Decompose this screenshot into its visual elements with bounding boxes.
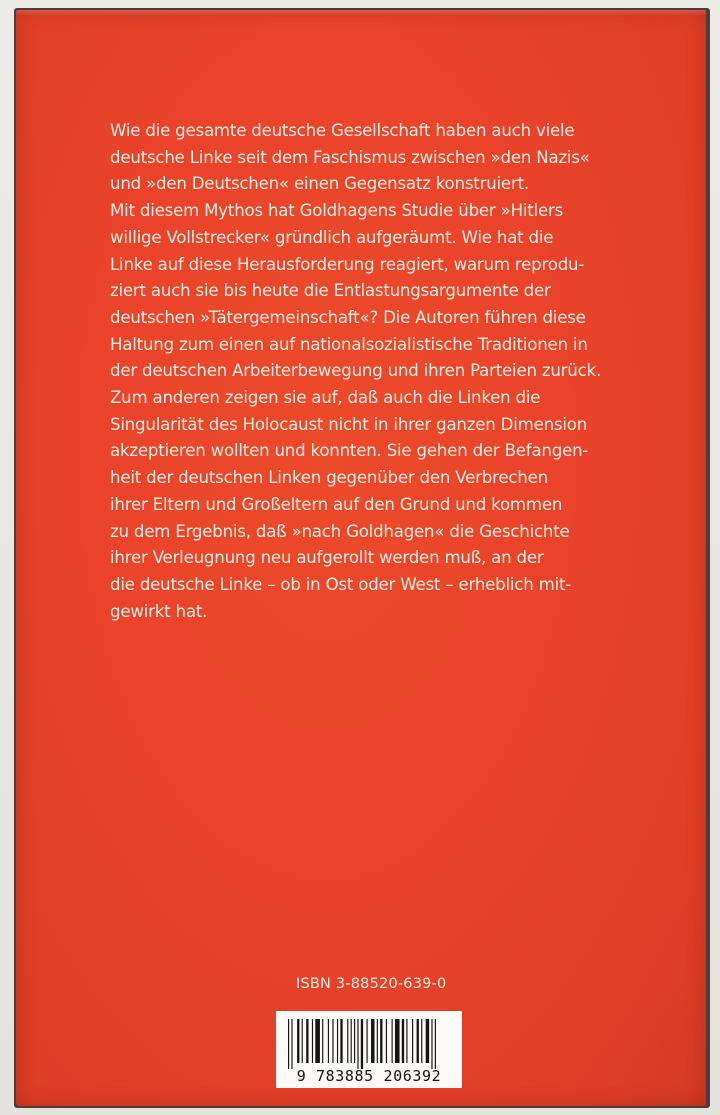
barcode-digits: 9 783885 206392 [296, 1067, 442, 1085]
barcode-bar [315, 1019, 320, 1063]
blurb-line: die deutsche Linke – ob in Ost oder West – erheblich mit- [110, 574, 572, 594]
blurb-line: und »den Deutschen« einen Gegensatz konstruiert. [110, 174, 529, 194]
barcode-bar [386, 1019, 387, 1063]
barcode-bar [291, 1019, 292, 1069]
barcode-bar [417, 1019, 419, 1063]
barcode-bar [402, 1019, 404, 1063]
blurb-line: deutsche Linke seit dem Faschismus zwischen »den Nazis« [110, 147, 590, 167]
blurb-line: Singularität des Holocaust nicht in ihrer ganzen Dimension [110, 414, 588, 434]
blurb-line: Haltung zum einen auf nationalsozialistische Traditionen in [110, 334, 588, 354]
blurb-line: ihrer Eltern und Großeltern auf den Grund und kommen [110, 494, 563, 514]
blurb-line: ziert auch sie bis heute die Entlastungsargumente der [110, 281, 551, 301]
barcode-bar [421, 1019, 422, 1063]
blurb-line: Zum anderen zeigen sie auf, daß auch die Linken die [110, 388, 541, 408]
blurb-line: der deutschen Arbeiterbewegung und ihren Parteien zurück. [110, 361, 602, 381]
blurb-line: willige Vollstrecker« gründlich aufgeräumt. Wie hat die [110, 227, 554, 247]
barcode-bar [297, 1019, 299, 1063]
barcode-bar [367, 1019, 368, 1063]
barcode-bar [380, 1019, 382, 1063]
barcode-bar [392, 1019, 393, 1063]
barcode-bar [354, 1019, 355, 1063]
barcode-bar [312, 1019, 313, 1063]
barcode-bar [431, 1019, 432, 1069]
cover-blurb [110, 118, 635, 625]
blurb-line: akzeptieren wollten und konnten. Sie gehen der Befangen- [110, 441, 589, 461]
blurb-line: Linke auf diese Herausforderung reagiert, warum reprodu- [110, 254, 585, 274]
barcode-bar [395, 1019, 400, 1063]
barcode-bar [340, 1019, 342, 1063]
blurb-line: gewirkt hat. [110, 601, 208, 621]
barcode-bar [302, 1019, 303, 1063]
blurb-line: Mit diesem Mythos hat Goldhagens Studie über »Hitlers [110, 201, 564, 221]
blurb-line: deutschen »Tätergemeinschaft«? Die Autoren führen diese [110, 307, 586, 327]
barcode-bar [357, 1019, 358, 1069]
blurb-line: zu dem Ergebnis, daß »nach Goldhagen« die Geschichte [110, 521, 570, 541]
barcode-bar [347, 1019, 348, 1063]
barcode-bar [337, 1019, 338, 1063]
blurb-line: heit der deutschen Linken gegenüber den Verbrechen [110, 468, 548, 488]
blurb-line: Wie die gesamte deutsche Gesellschaft haben auch viele [110, 121, 575, 140]
barcode-bar [377, 1019, 378, 1063]
barcode-bar [328, 1019, 329, 1063]
barcode-bar [426, 1019, 429, 1063]
barcode-bar [435, 1019, 436, 1069]
barcode-bar [361, 1019, 363, 1069]
barcode-bar [412, 1019, 413, 1063]
cover-top-edge [16, 10, 706, 16]
barcode-label [276, 1011, 462, 1088]
barcode-bar [351, 1019, 352, 1063]
barcode-bar [322, 1019, 323, 1063]
barcode-bar [288, 1019, 289, 1069]
barcode-bar [332, 1019, 333, 1063]
barcode-icon [276, 1011, 462, 1088]
isbn-number: ISBN 3-88520-639-0 [296, 976, 447, 992]
blurb-line: ihrer Verleugnung neu aufgerollt werden muß, an der [110, 548, 544, 568]
barcode-bar [406, 1019, 407, 1063]
barcode-bar [306, 1019, 308, 1063]
barcode-bar [371, 1019, 374, 1063]
